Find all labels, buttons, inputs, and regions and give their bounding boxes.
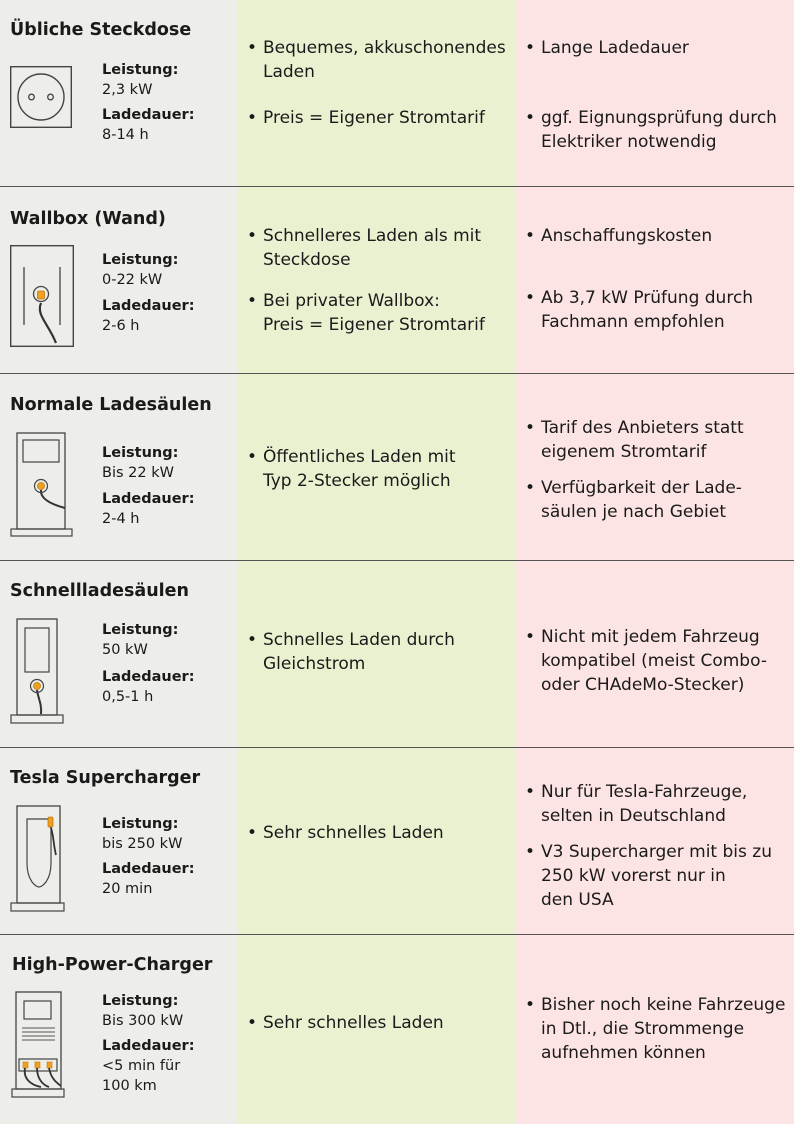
power-label: Leistung: bbox=[102, 62, 179, 78]
table-row bbox=[0, 560, 794, 748]
power-label: Leistung: bbox=[102, 622, 179, 638]
pro-item: • Öffentliches Laden mit Typ 2-Stecker möglich bbox=[247, 445, 509, 493]
wallbox-icon bbox=[10, 245, 74, 347]
con-item: • Anschaffungskosten bbox=[525, 224, 788, 248]
pros-list bbox=[247, 821, 509, 845]
power-value: 0-22 kW bbox=[102, 272, 163, 288]
cons-cell bbox=[515, 374, 794, 561]
power-label: Leistung: bbox=[102, 445, 179, 461]
power-value: Bis 22 kW bbox=[102, 465, 174, 481]
pros-list bbox=[247, 36, 509, 130]
cons-cell bbox=[515, 0, 794, 186]
pros-cell bbox=[237, 187, 515, 374]
cons-cell bbox=[515, 561, 794, 748]
duration-value: 8-14 h bbox=[102, 127, 149, 143]
option-cell bbox=[0, 187, 237, 374]
specs bbox=[102, 814, 195, 899]
power-socket-icon bbox=[10, 66, 72, 128]
option-cell bbox=[0, 0, 237, 186]
pros-list bbox=[247, 1011, 509, 1035]
pro-item: • Preis = Eigener Stromtarif bbox=[247, 106, 509, 130]
pros-cell bbox=[237, 374, 515, 561]
table-row bbox=[0, 747, 794, 935]
pro-item: • Sehr schnelles Laden bbox=[247, 821, 509, 845]
supercharger-icon bbox=[10, 805, 68, 915]
cons-cell bbox=[515, 935, 794, 1124]
cons-cell bbox=[515, 748, 794, 935]
cons-cell bbox=[515, 187, 794, 374]
duration-value: 20 min bbox=[102, 881, 153, 897]
cons-list bbox=[525, 36, 788, 154]
cons-list bbox=[525, 993, 788, 1065]
cons-list bbox=[525, 780, 788, 912]
duration-label: Ladedauer: bbox=[102, 491, 195, 507]
pros-cell bbox=[237, 935, 515, 1124]
con-item: • ggf. Eignungsprüfung durch Elektriker notwendig bbox=[525, 106, 788, 154]
fast-charging-station-icon bbox=[10, 618, 66, 726]
charging-station-icon bbox=[10, 432, 74, 538]
specs bbox=[102, 620, 195, 707]
con-item: • Lange Ladedauer bbox=[525, 36, 788, 60]
duration-label: Ladedauer: bbox=[102, 298, 195, 314]
con-item: • Nur für Tesla-Fahrzeuge, selten in Deutschland bbox=[525, 780, 788, 828]
table-row bbox=[0, 373, 794, 561]
option-cell bbox=[0, 374, 237, 561]
power-value: Bis 300 kW bbox=[102, 1013, 184, 1029]
pros-list bbox=[247, 628, 509, 676]
duration-label: Ladedauer: bbox=[102, 669, 195, 685]
power-label: Leistung: bbox=[102, 816, 179, 832]
pros-cell bbox=[237, 0, 515, 186]
high-power-charger-icon bbox=[11, 991, 67, 1099]
pro-item: • Sehr schnelles Laden bbox=[247, 1011, 509, 1035]
con-item: • Bisher noch keine Fahrzeuge in Dtl., die Strommenge aufnehmen können bbox=[525, 993, 788, 1065]
option-title: Schnellladesäulen bbox=[10, 581, 189, 601]
pro-item: • Schnelleres Laden als mit Steckdose bbox=[247, 224, 509, 272]
pro-item: • Schnelles Laden durch Gleichstrom bbox=[247, 628, 509, 676]
duration-value: 0,5-1 h bbox=[102, 689, 154, 705]
power-value: 50 kW bbox=[102, 642, 148, 658]
duration-value: <5 min für 100 km bbox=[102, 1058, 181, 1094]
con-item: • Verfügbarkeit der Lade- säulen je nach Gebiet bbox=[525, 476, 788, 524]
option-cell bbox=[0, 561, 237, 748]
duration-value: 2-4 h bbox=[102, 511, 140, 527]
option-title: High-Power-Charger bbox=[12, 955, 213, 975]
pros-cell bbox=[237, 748, 515, 935]
table-row bbox=[0, 934, 794, 1124]
option-title: Übliche Steckdose bbox=[10, 20, 192, 40]
table-row bbox=[0, 0, 794, 186]
pros-cell bbox=[237, 561, 515, 748]
power-label: Leistung: bbox=[102, 993, 179, 1009]
duration-value: 2-6 h bbox=[102, 318, 140, 334]
duration-label: Ladedauer: bbox=[102, 107, 195, 123]
pro-item: • Bequemes, akkuschonendes Laden bbox=[247, 36, 509, 84]
option-cell bbox=[0, 935, 237, 1124]
option-title: Normale Ladesäulen bbox=[10, 395, 212, 415]
option-cell bbox=[0, 748, 237, 935]
duration-label: Ladedauer: bbox=[102, 1038, 195, 1054]
specs bbox=[102, 60, 195, 145]
cons-list bbox=[525, 416, 788, 524]
option-title: Tesla Supercharger bbox=[10, 768, 201, 788]
cons-list bbox=[525, 224, 788, 334]
power-label: Leistung: bbox=[102, 252, 179, 268]
pros-list bbox=[247, 224, 509, 337]
table-row bbox=[0, 186, 794, 374]
specs bbox=[102, 250, 195, 336]
con-item: • Nicht mit jedem Fahrzeug kompatibel (meist Combo- oder CHAdeMo-Stecker) bbox=[525, 625, 788, 697]
duration-label: Ladedauer: bbox=[102, 861, 195, 877]
pro-item: • Bei privater Wallbox: Preis = Eigener Stromtarif bbox=[247, 289, 509, 337]
cons-list bbox=[525, 625, 788, 697]
specs bbox=[102, 991, 195, 1096]
pros-list bbox=[247, 445, 509, 493]
con-item: • V3 Supercharger mit bis zu 250 kW vorerst nur in den USA bbox=[525, 840, 788, 912]
specs bbox=[102, 443, 195, 529]
con-item: • Ab 3,7 kW Prüfung durch Fachmann empfohlen bbox=[525, 286, 788, 334]
power-value: 2,3 kW bbox=[102, 82, 153, 98]
power-value: bis 250 kW bbox=[102, 836, 183, 852]
con-item: • Tarif des Anbieters statt eigenem Stromtarif bbox=[525, 416, 788, 464]
option-title: Wallbox (Wand) bbox=[10, 209, 166, 229]
